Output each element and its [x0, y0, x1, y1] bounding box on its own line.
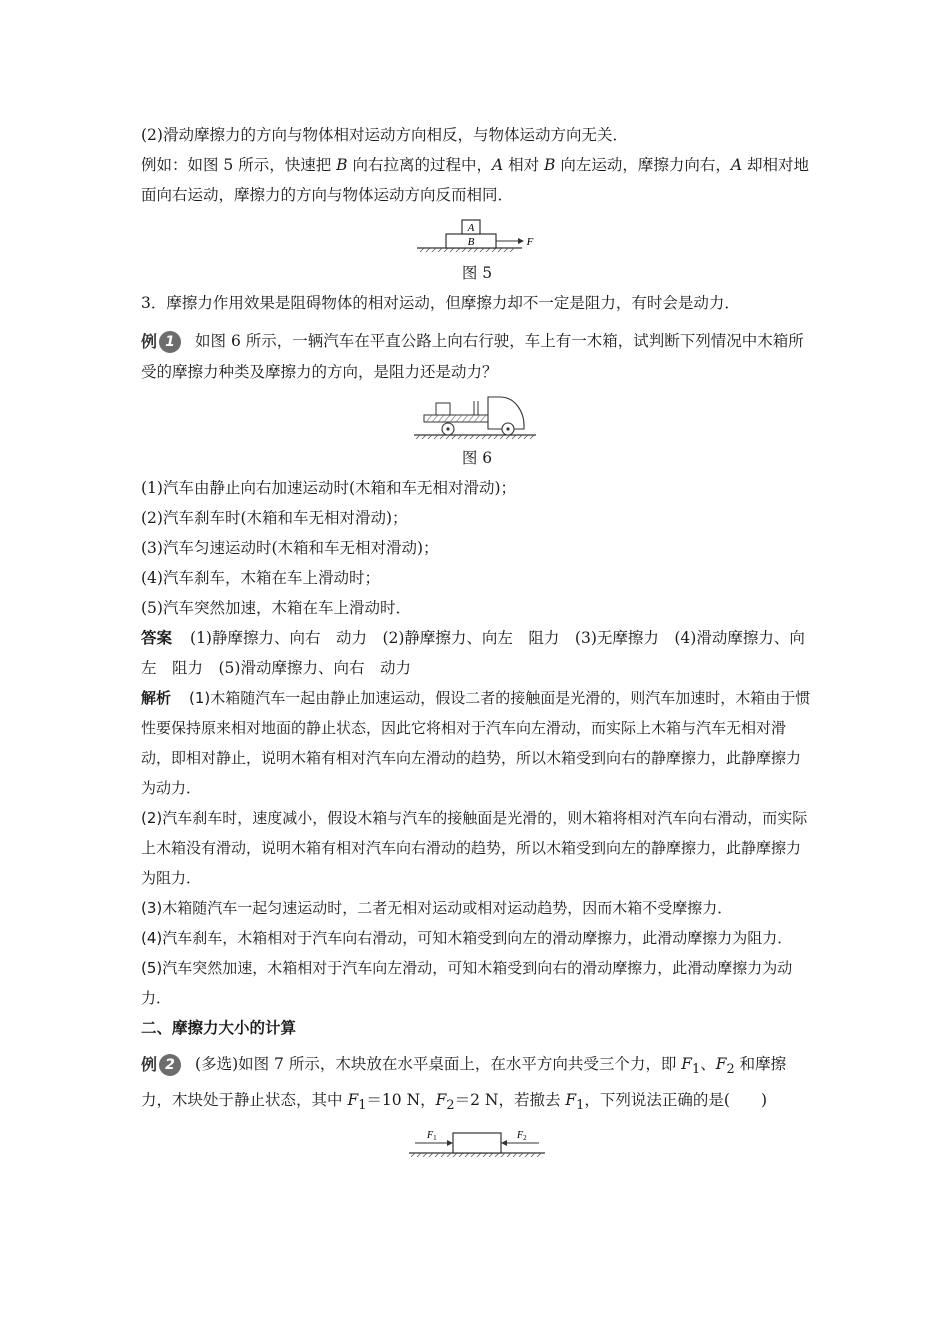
var-f: F [565, 1091, 577, 1110]
text: 向左运动，摩擦力向右， [555, 156, 731, 174]
analysis-label: 解析 [141, 689, 172, 707]
truck-diagram [412, 391, 542, 443]
example-2 [141, 1049, 813, 1121]
var-a: A [491, 156, 504, 174]
analysis-3: (3)木箱随汽车一起匀速运动时，二者无相对运动或相对运动趋势，因而木箱不受摩擦力． [141, 899, 733, 917]
arrow-f2 [501, 1140, 507, 1146]
var-a: A [730, 156, 743, 174]
arrow-f1 [447, 1140, 453, 1146]
subscript: 2 [726, 1062, 735, 1078]
subscript: 2 [446, 1098, 455, 1114]
var-b: B [336, 156, 348, 174]
example-number: 1 [159, 331, 181, 353]
label-f: F [526, 236, 534, 248]
wooden-box [436, 403, 450, 415]
text: 相对 [503, 156, 545, 174]
analysis-4: (4)汽车刹车，木箱相对于汽车向右滑动，可知木箱受到向左的滑动摩擦力，此滑动摩擦力为阻力． [141, 929, 793, 947]
section-heading: 二、摩擦力大小的计算 [141, 1019, 297, 1037]
question-5: (5)汽车突然加速，木箱在车上滑动时． [141, 599, 411, 617]
figure-6-caption: 图 6 [461, 449, 493, 467]
question-3: (3)汽车匀速运动时(木箱和车无相对滑动)； [141, 539, 439, 557]
answer [141, 623, 813, 683]
question-2: (2)汽车刹车时(木箱和车无相对滑动)； [141, 509, 408, 527]
truck-bed [424, 415, 488, 422]
text: 却相对地面向右运动，摩擦力的方向与物体运动方向反而相同． [141, 156, 810, 204]
arrow-f [518, 238, 524, 244]
label-f1: $F_1$ [427, 1130, 437, 1143]
example-1-text: 如图 6 所示，一辆汽车在平直公路上向右行驶，车上有一木箱，试判断下列情况中木箱所受的摩擦力种类及摩擦力的方向，是阻力还是动力？ [141, 332, 804, 381]
example-number: 2 [159, 1054, 181, 1076]
example-badge [141, 327, 181, 357]
text: ＝10 N， [366, 1091, 436, 1110]
example-label: 例 [141, 1055, 158, 1074]
var-f: F [435, 1091, 447, 1110]
paragraph-sliding-friction-direction: (2)滑动摩擦力的方向与物体相对运动方向相反，与物体运动方向无关． [141, 126, 628, 144]
text: 、 [700, 1055, 716, 1073]
text: 例如：如图 5 所示，快速把 [141, 156, 337, 174]
figure-6 [141, 391, 813, 473]
document-page [141, 120, 813, 1165]
answer-text: (1)静摩擦力、向右 动力 (2)静摩擦力、向左 阻力 (3)无摩擦力 (4)滑动摩擦力、向左 阻力 (5)滑动摩擦力、向右 动力 [141, 629, 805, 677]
block-diagram [412, 214, 542, 258]
example-label: 例 [141, 332, 158, 351]
answer-label: 答案 [141, 629, 173, 647]
label-f2: $F_2$ [517, 1130, 527, 1143]
label-a: A [467, 222, 475, 234]
text: 和摩擦力，木块处于静止状态，其中 [141, 1055, 787, 1110]
var-b: B [544, 156, 556, 174]
example-badge [141, 1050, 181, 1080]
var-f: F [681, 1055, 693, 1073]
paragraph-example-fig5 [141, 150, 813, 210]
subscript: 1 [576, 1098, 585, 1114]
figure-7 [141, 1125, 813, 1165]
question-4: (4)汽车刹车，木箱在车上滑动时； [141, 569, 380, 587]
example-1 [141, 326, 813, 387]
figure-5 [141, 214, 813, 288]
analysis-2: (2)汽车刹车时，速度减小，假设木箱与汽车的接触面是光滑的，则木箱将相对汽车向右滑动，而实际上木箱没有滑动，说明木箱有相对汽车向右滑动的趋势，所以木箱受到向左的静摩擦力，此静摩擦力为阻力． [141, 809, 808, 887]
text: ＝2 N，若撤去 [454, 1091, 566, 1110]
subscript: 1 [692, 1062, 701, 1078]
force-diagram [407, 1125, 547, 1165]
analysis-text: (1)木箱随汽车一起由静止加速运动，假设二者的接触面是光滑的，则汽车加速时，木箱由于惯性要保持原来相对地面的静止状态，因此它将相对于汽车向左滑动，而实际上木箱与汽车无相对滑动，即相对静止，说明木箱有相对汽车向左滑动的趋势，所以木箱受到向右的静摩擦力，此静摩擦力为动力． [141, 689, 811, 797]
analysis-5: (5)汽车突然加速，木箱相对于汽车向左滑动，可知木箱受到向右的滑动摩擦力，此滑动摩擦力为动力． [141, 959, 793, 1007]
text: 向右拉离的过程中， [347, 156, 492, 174]
wooden-block [453, 1133, 501, 1153]
figure-5-caption: 图 5 [461, 264, 493, 282]
var-f: F [715, 1055, 727, 1073]
subscript: 1 [358, 1098, 367, 1114]
var-f: F [347, 1091, 359, 1110]
analysis-1 [141, 683, 813, 803]
paragraph-friction-effect: 3．摩擦力作用效果是阻碍物体的相对运动，但摩擦力却不一定是阻力，有时会是动力． [141, 294, 740, 312]
label-b: B [467, 236, 475, 248]
question-1: (1)汽车由静止向右加速运动时(木箱和车无相对滑动)； [141, 479, 517, 497]
text: ，下列说法正确的是( ) [584, 1091, 767, 1110]
text: (多选)如图 7 所示，木块放在水平桌面上，在水平方向共受三个力，即 [195, 1055, 682, 1073]
